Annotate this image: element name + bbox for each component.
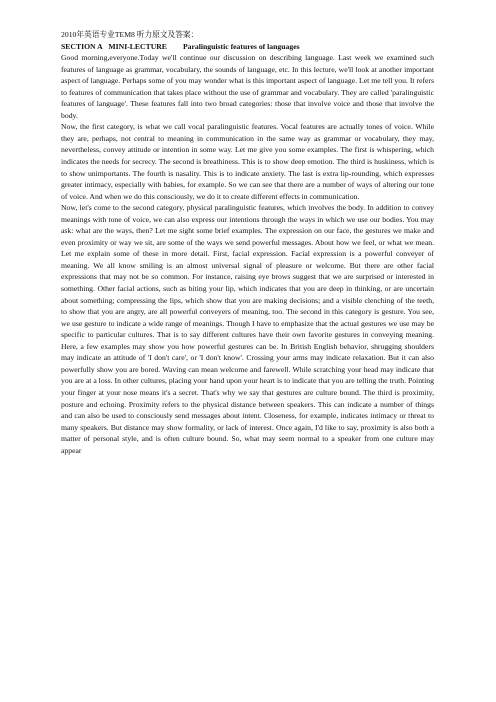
section-name: MINI-LECTURE — [108, 41, 167, 51]
section-heading — [61, 41, 434, 53]
section-topic: Paralinguistic features of languages — [182, 41, 300, 51]
paragraph-physical-features: Now, let's come to the second category, physical paralinguistic features, which involves the body. In addition to convey meanings with tone of voice, we can also express our intentions through the ways in which we use our bodies. You may ask: what are the ways, then? Let me sight some brief examples. The expression on our face, the gestures we make and even proximity or way we sit, are some of the ways we send powerful messages. About how we feel, or what we mean. Let me explain some of these in more detail. First, facial expression. Facial expression is a powerful conveyer of meaning. We all know smiling is an almost universal signal of pleasure or welcome. But there are other facial expressions that may not be so common. For instance, raising eye brows suggest that we are surprised or interested in something. Other facial actions, such as biting your lip, which indicates that you are deep in thinking, or are uncertain about something; compressing the lips, which show that you are making decisions; and a visible clenching of the teeth, to show that you are angry, are all powerful conveyers of meaning, too. The second in this category is gesture. You see, we use gesture to indicate a wide range of meanings. Though I have to emphasize that the actual gestures we use may be specific to particular cultures. That is to say different cultures have their own favorite gestures in conveying meaning. Here, a few examples may show you how powerful gestures can be. In British English behavior, shrugging shoulders may indicate an attitude of 'I don't care', or 'I don't know'. Crossing your arms may indicate relaxation. But it can also powerfully show you are bored. Waving can mean welcome and farewell. While scratching your head may indicate that you are at a loss. In other cultures, placing your hand upon your heart is to indicate that you are telling the truth. Pointing your finger at your nose means it's a secret. That's why we say that gestures are culture bound. The third is proximity, posture and echoing. Proximity refers to the physical distance between speakers. This can indicate a number of things and can also be used to consciously send messages about intent. Closeness, for example, indicates intimacy or threat to many speakers. But distance may show formality, or lack of interest. Once again, I'd like to say, proximity is also both a matter of personal style, and is often culture bound. So, what may seem normal to a speaker from one culture may appear — [61, 203, 434, 455]
document-page — [61, 29, 434, 456]
document-title: 2010年英语专业TEM8 听力原文及答案： — [61, 30, 199, 39]
paragraph-intro: Good morning,everyone.Today we'll continue our discussion on describing language. Last week we examined such features of language as grammar, vocabulary, the sounds of language, etc. In this lecture, we'll look at another important aspect of language. Perhaps some of you may wonder what is this important aspect of language. Let me tell you. It refers to features of communication that takes place without the use of grammar and vocabulary. They are called 'paralinguistic features of language'. These features fall into two broad categories: those that involve voice and those that involve the body. — [61, 53, 434, 120]
paragraph-vocal-features: Now, the first category, is what we call vocal paralinguistic features. Vocal features are actually tones of voice. While they are, perhaps, not central to meaning in communication in the same way as grammar or vocabulary, they may, nevertheless, convey attitude or intention in some way. Let me give you some examples. The first is whispering, which indicates the needs for secrecy. The second is breathiness. This is to show deep emotion. The third is huskiness, which is to show unimportants. The fourth is nasality. This is to indicate anxiety. The last is extra lip-rounding, which expresses greater intimacy, especially with babies, for example. So we can see that there are a number of ways of altering our tone of voice. And when we do this consciously, we do it to create different effects in communication. — [61, 122, 434, 201]
section-label: SECTION A — [61, 41, 103, 51]
